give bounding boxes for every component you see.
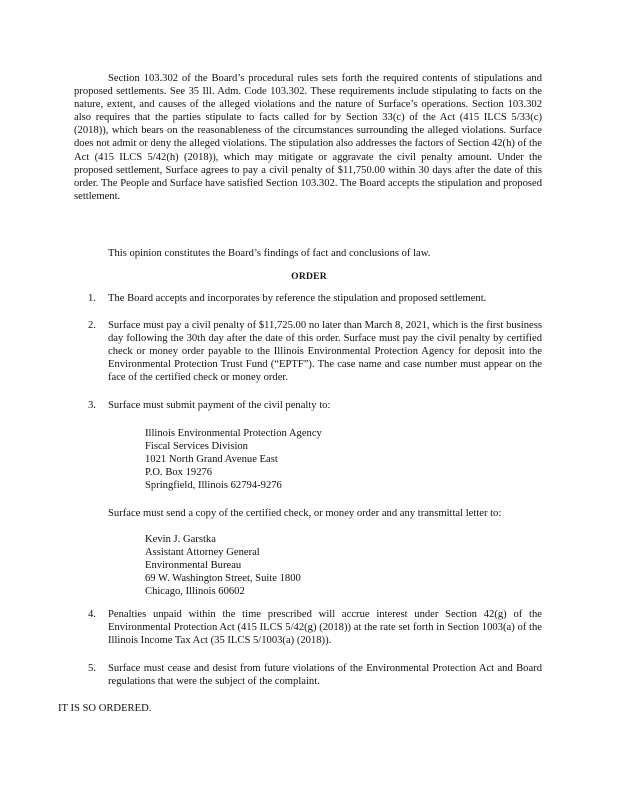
order-item-text: Surface must submit payment of the civil penalty to: bbox=[108, 400, 331, 411]
address-line: 69 W. Washington Street, Suite 1800 bbox=[145, 573, 301, 585]
address-line: Springfield, Illinois 62794-9276 bbox=[145, 480, 282, 492]
order-item-text: The Board accepts and incorporates by reference the stipulation and proposed settlement. bbox=[108, 293, 487, 304]
order-item-text: Surface must cease and desist from future violations of the Environmental Protection Act and Board regulations that were the subject of the complaint. bbox=[108, 663, 542, 688]
address-line: Fiscal Services Division bbox=[145, 441, 248, 453]
payment-address-block bbox=[145, 427, 475, 492]
order-item-number: 1. bbox=[88, 293, 96, 304]
order-item-text: Surface must pay a civil penalty of $11,725.00 no later than March 8, 2021, which is the first business day following the 30th day after the date of this order. Surface must pay the civil penalty by certified check or money order payable to the Illinois Environmental Protection Agency for deposit into the Environmental Protection Trust Fund (“EPTF”). The case name and case number must appear on the face of the certified check or money order. bbox=[108, 320, 542, 384]
address-line: Chicago, Illinois 60602 bbox=[145, 586, 245, 598]
order-item-text: Penalties unpaid within the time prescribed will accrue interest under Section 42(g) of the Environmental Protection Act (415 ILCS 5/42(g) (2018)) at the rate set forth in Section 1003(a) of the Illinois Income Tax Act (35 ILCS 5/1003(a) (2018)). bbox=[108, 609, 542, 647]
copy-address-block bbox=[145, 533, 475, 598]
address-line: Environmental Bureau bbox=[145, 560, 242, 572]
order-item-4 bbox=[90, 608, 542, 647]
order-item-number: 3. bbox=[88, 400, 96, 411]
copy-instruction: Surface must send a copy of the certified check, or money order and any transmittal letter to: bbox=[108, 508, 502, 519]
order-item-2 bbox=[90, 319, 542, 384]
findings-paragraph: This opinion constitutes the Board’s findings of fact and conclusions of law. bbox=[108, 248, 431, 259]
address-line: P.O. Box 19276 bbox=[145, 467, 213, 479]
order-item-5 bbox=[90, 662, 542, 688]
order-item-number: 4. bbox=[88, 609, 96, 620]
address-line: 1021 North Grand Avenue East bbox=[145, 454, 278, 466]
closing-statement: IT IS SO ORDERED. bbox=[58, 703, 152, 714]
address-line: Illinois Environmental Protection Agency bbox=[145, 428, 322, 439]
address-line: Assistant Attorney General bbox=[145, 547, 260, 559]
order-item-1 bbox=[90, 292, 542, 305]
order-item-number: 2. bbox=[88, 320, 96, 331]
opening-paragraph: Section 103.302 of the Board’s procedural rules sets forth the required contents of stipulations and proposed settlements. See 35 Ill. Adm. Code 103.302. These requirements include stipulating to facts on the nature, extent, and causes of the alleged violations and the nature of Surface’s operations. Section 103.302 also requires that the parties stipulate to facts called for by Section 33(c) of the Act (415 ILCS 5/33(c) (2018)), which bears on the reasonableness of the circumstances surrounding the alleged violations. Surface does not admit or deny the alleged violations. The stipulation also addresses the factors of Section 42(h) of the Act (415 ILCS 5/42(h) (2018)), which may mitigate or aggravate the civil penalty amount. Under the proposed settlement, Surface agrees to pay a civil penalty of $11,750.00 within 30 days after the date of this order. The People and Surface have satisfied Section 103.302. The Board accepts the stipulation and proposed settlement. bbox=[74, 73, 542, 202]
order-item-number: 5. bbox=[88, 663, 96, 674]
order-heading: ORDER bbox=[291, 271, 327, 282]
address-line: Kevin J. Garstka bbox=[145, 534, 216, 545]
order-item-3 bbox=[90, 399, 542, 412]
